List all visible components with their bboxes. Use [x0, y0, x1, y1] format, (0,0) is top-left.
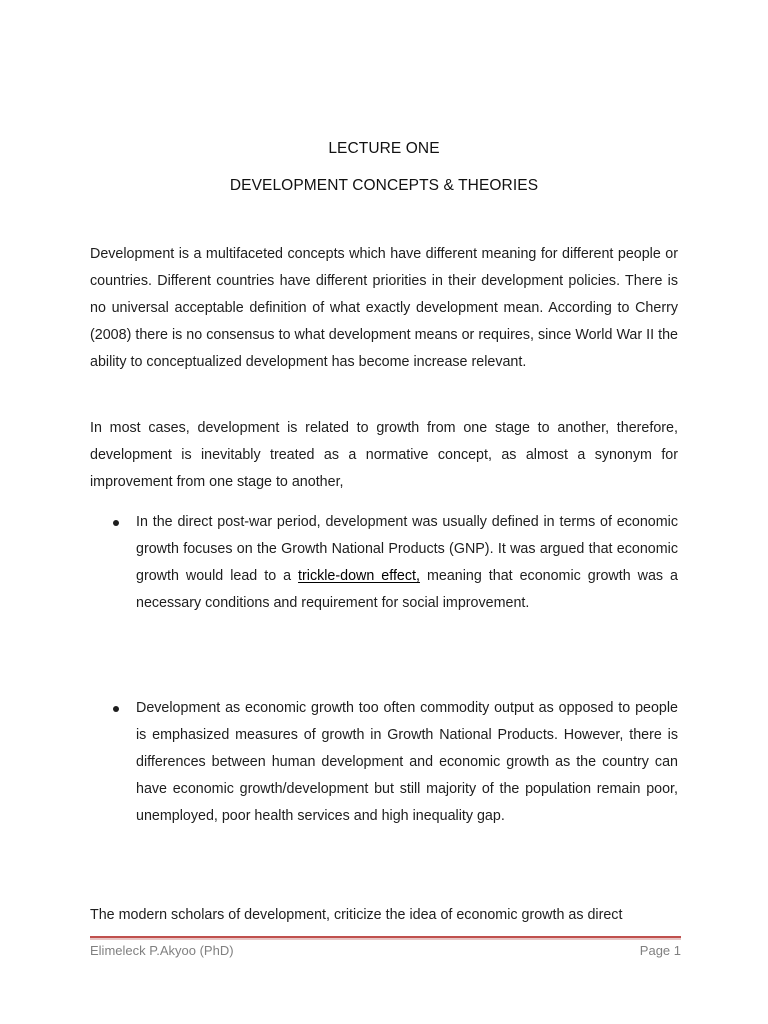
intro-paragraph: Development is a multifaceted concepts which have different meaning for different people or countries. Different countries have different priorities in their development policies. There is no universal acceptable definition of what exactly development mean. According to Cherry (2008) there is no consensus to what development means or requires, since World War II the ability to conceptualized development has become increase relevant. — [90, 246, 678, 370]
lecture-number-heading: LECTURE ONE — [328, 140, 440, 157]
growth-paragraph: In most cases, development is related to growth from one stage to another, therefore, development is inevitably treated as a normative concept, as almost a synonym for improvement from one stage to another, — [90, 420, 678, 490]
lecture-title-heading: DEVELOPMENT CONCEPTS & THEORIES — [229, 177, 539, 194]
footer-divider — [90, 936, 681, 938]
bullet-item-post-war — [136, 509, 678, 617]
bullet-text-end: meaning that economic growth was a necessary conditions and requirement for social improvement. — [136, 568, 678, 611]
bullet-marker — [113, 706, 119, 712]
bullet-text-start: In the direct post-war period, development was usually defined in terms of economic growth focuses on the Growth National Products (GNP). It was argued that economic growth would lead to a — [136, 514, 678, 584]
bullet-item-economic-growth: Development as economic growth too often commodity output as opposed to people is emphasized measures of growth in Growth National Products. However, there is differences between human development and economic growth as the country can have economic growth/development but still majority of the population remain poor, unemployed, poor health services and high inequality gap. — [136, 700, 678, 824]
modern-scholars-paragraph: The modern scholars of development, criticize the idea of economic growth as direct — [90, 907, 623, 923]
footer-author: Elimeleck P.Akyoo (PhD) — [90, 943, 234, 958]
trickle-down-term: trickle-down effect, — [298, 568, 420, 584]
footer-page-number: Page 1 — [639, 943, 681, 958]
bullet-marker — [113, 520, 119, 526]
